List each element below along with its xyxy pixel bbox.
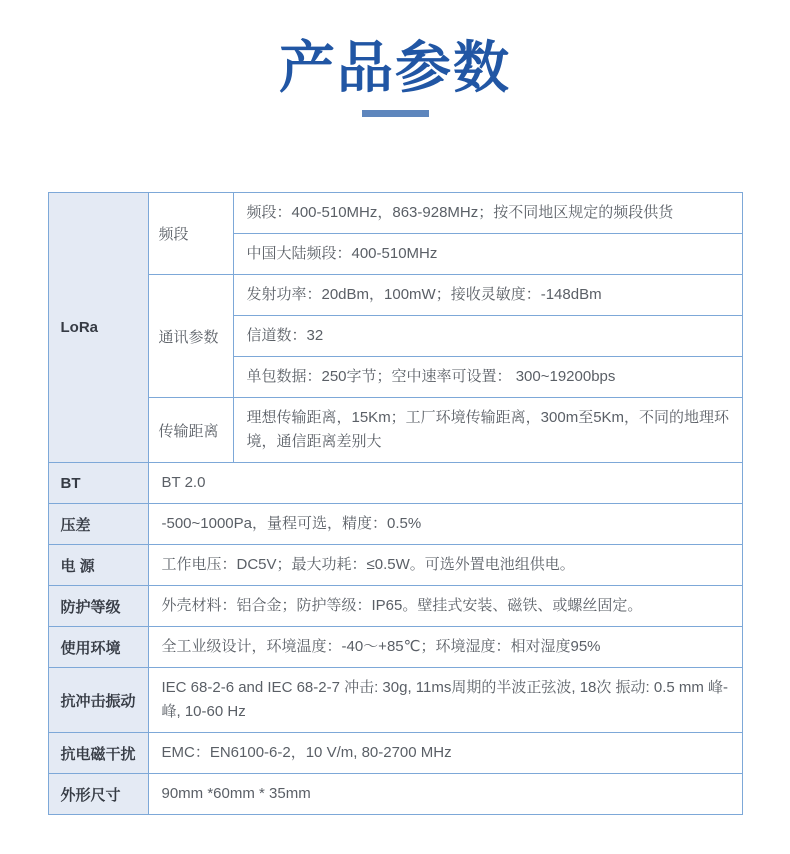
row-label-operating-environment: 使用环境 xyxy=(48,627,148,668)
table-row xyxy=(48,627,742,668)
table-row xyxy=(48,275,742,316)
cell-shock-vibration: IEC 68-2-6 and IEC 68-2-7 冲击: 30g, 11ms周期的半波正弦波, 18次 振动: 0.5 mm 峰-峰, 10-60 Hz xyxy=(148,668,742,733)
sublabel-transmission-distance: 传输距离 xyxy=(148,398,233,463)
cell-power: 工作电压：DC5V；最大功耗：≤0.5W。可选外置电池组供电。 xyxy=(148,545,742,586)
cell-protection-rating: 外壳材料：铝合金；防护等级：IP65。壁挂式安装、磁铁、或螺丝固定。 xyxy=(148,586,742,627)
table-row xyxy=(48,668,742,733)
cell-frequency-band-2: 中国大陆频段：400-510MHz xyxy=(233,234,742,275)
row-label-emi-resistance: 抗电磁干扰 xyxy=(48,733,148,774)
cell-comm-params-2: 信道数：32 xyxy=(233,316,742,357)
table-row xyxy=(48,733,742,774)
table-row xyxy=(48,586,742,627)
title-underline-bar xyxy=(362,110,429,117)
cell-comm-params-1: 发射功率：20dBm，100mW；接收灵敏度：-148dBm xyxy=(233,275,742,316)
row-label-bt: BT xyxy=(48,463,148,504)
table-row xyxy=(48,504,742,545)
table-row xyxy=(48,193,742,234)
spec-table xyxy=(48,192,743,815)
table-row xyxy=(48,398,742,463)
row-label-pressure-diff: 压差 xyxy=(48,504,148,545)
page-header xyxy=(0,0,790,117)
table-row xyxy=(48,545,742,586)
cell-dimensions: 90mm *60mm * 35mm xyxy=(148,774,742,815)
table-row xyxy=(48,774,742,815)
row-label-power: 电 源 xyxy=(48,545,148,586)
sublabel-communication-params: 通讯参数 xyxy=(148,275,233,398)
cell-pressure-diff: -500~1000Pa，量程可选，精度：0.5% xyxy=(148,504,742,545)
cell-frequency-band-1: 频段：400-510MHz，863-928MHz；按不同地区规定的频段供货 xyxy=(233,193,742,234)
table-row xyxy=(48,463,742,504)
sublabel-frequency-band: 频段 xyxy=(148,193,233,275)
cell-comm-params-3: 单包数据：250字节；空中速率可设置： 300~19200bps xyxy=(233,357,742,398)
cell-operating-environment: 全工业级设计，环境温度：-40～+85℃；环境湿度：相对湿度95% xyxy=(148,627,742,668)
row-label-lora: LoRa xyxy=(48,193,148,463)
row-label-dimensions: 外形尺寸 xyxy=(48,774,148,815)
cell-transmission-distance: 理想传输距离，15Km；工厂环境传输距离，300m至5Km，不同的地理环境，通信距离差别大 xyxy=(233,398,742,463)
row-label-shock-vibration: 抗冲击振动 xyxy=(48,668,148,733)
cell-emi-resistance: EMC：EN6100-6-2，10 V/m, 80-2700 MHz xyxy=(148,733,742,774)
page-title: 产品参数 xyxy=(279,36,511,99)
cell-bt: BT 2.0 xyxy=(148,463,742,504)
row-label-protection-rating: 防护等级 xyxy=(48,586,148,627)
